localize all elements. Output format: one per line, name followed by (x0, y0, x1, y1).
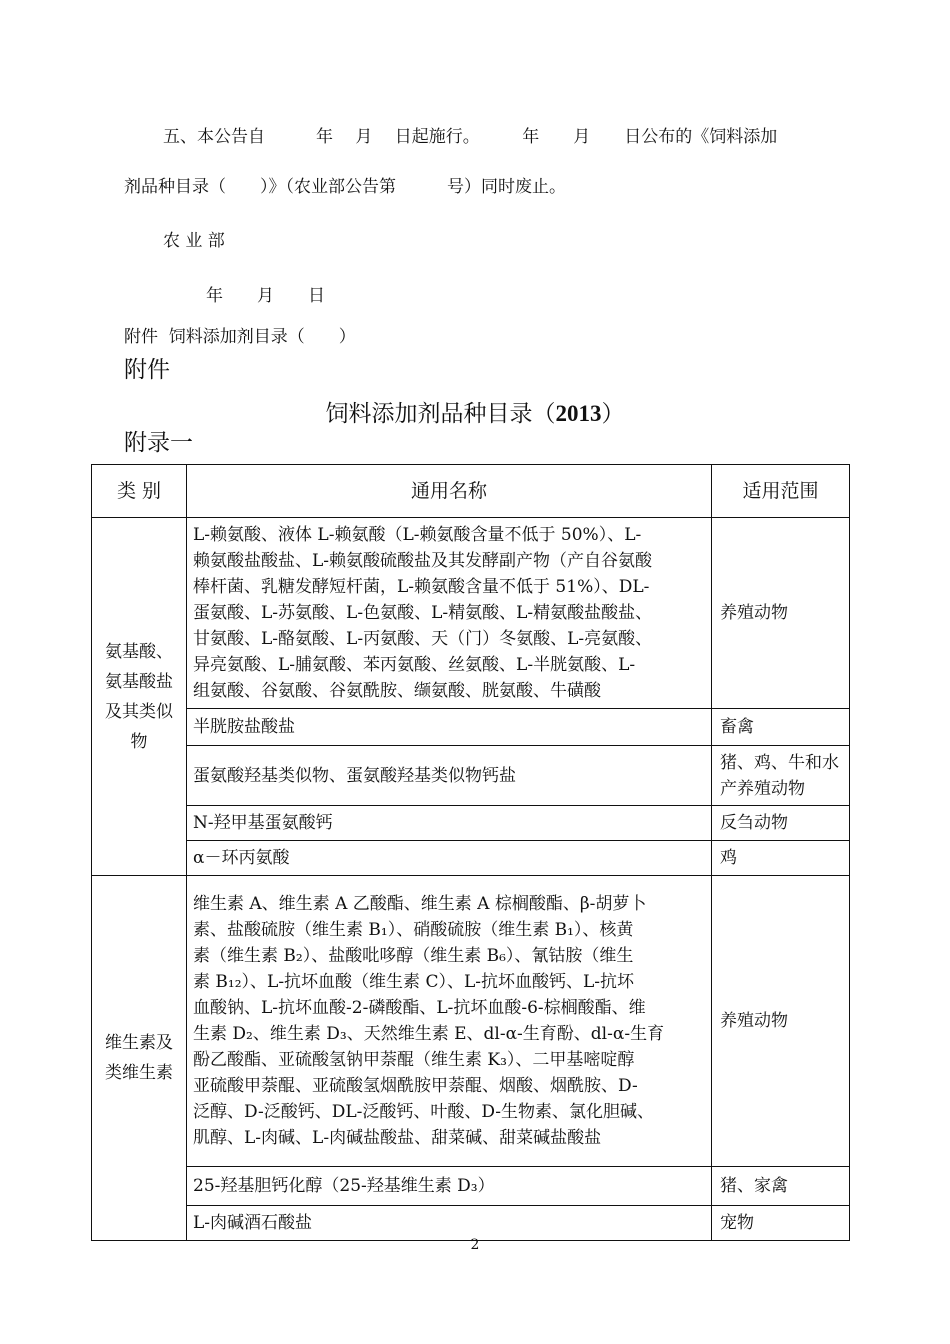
category-line: 氨基酸、 (105, 641, 173, 662)
common-name-line: 赖氨酸盐酸盐、L-赖氨酸硫酸盐及其发酵副产物（产自谷氨酸 (193, 551, 653, 571)
table-row (92, 1167, 850, 1206)
common-name-line: 血酸钠、L-抗坏血酸-2-磷酸酯、L-抗坏血酸-6-棕榈酸酯、维 (193, 998, 646, 1018)
common-name-line: N-羟甲基蛋氨酸钙 (193, 813, 333, 833)
catalog-title-year: 2013 (555, 401, 602, 426)
table-row (92, 806, 850, 841)
category-cell (92, 876, 187, 1241)
common-name-line: α－环丙氨酸 (193, 848, 290, 868)
common-name-line: L-肉碱酒石酸盐 (193, 1213, 313, 1233)
signature-date: 年 月 日 (206, 286, 325, 306)
category-line: 氨基酸盐 (105, 671, 173, 692)
common-name-line: 生素 D₂、维生素 D₃、天然维生素 E、dl-α-生育酚、dl-α-生育 (193, 1024, 665, 1044)
common-name-line: 组氨酸、谷氨酸、谷氨酰胺、缬氨酸、胱氨酸、牛磺酸 (193, 681, 601, 701)
common-name-cell (187, 806, 712, 841)
table-row (92, 1206, 850, 1241)
common-name-line: 甘氨酸、L-酪氨酸、L-丙氨酸、天（门）冬氨酸、L-亮氨酸、 (193, 629, 653, 649)
scope-cell: 养殖动物 (712, 876, 850, 1167)
common-name-line: 棒杆菌、乳糖发酵短杆菌，L-赖氨酸含量不低于 51%）、DL- (193, 577, 650, 597)
common-name-line: 酚乙酸酯、亚硫酸氢钠甲萘醌（维生素 K₃）、二甲基嘧啶醇 (193, 1050, 635, 1070)
scope-cell: 反刍动物 (712, 806, 850, 841)
scope-cell: 畜禽 (712, 709, 850, 746)
catalog-table (91, 464, 850, 1241)
common-name-cell (187, 841, 712, 876)
signature: 农 业 部 (163, 231, 225, 251)
catalog-body (92, 518, 850, 1241)
table-row (92, 518, 850, 709)
common-name-line: 蛋氨酸羟基类似物、蛋氨酸羟基类似物钙盐 (193, 765, 516, 786)
common-name-line: 素（维生素 B₂）、盐酸吡哆醇（维生素 B₆）、氰钴胺（维生 (193, 946, 634, 966)
category-line: 类维生素 (105, 1063, 173, 1083)
common-name-cell (187, 709, 712, 746)
attachment-label: 附件 (124, 357, 170, 383)
common-name-cell (187, 1167, 712, 1206)
notice-line-1: 五、本公告自 年 月 日起施行。 年 月 日公布的《饲料添加 (163, 127, 778, 147)
common-name-line: 肌醇、L-肉碱、L-肉碱盐酸盐、甜菜碱、甜菜碱盐酸盐 (193, 1128, 602, 1148)
table-row (92, 709, 850, 746)
common-name-line: 蛋氨酸、L-苏氨酸、L-色氨酸、L-精氨酸、L-精氨酸盐酸盐、 (193, 603, 653, 623)
table-row (92, 746, 850, 806)
category-line: 及其类似 (105, 701, 173, 722)
notice-line-2: 剂品种目录（ ）》（农业部公告第 号）同时废止。 (124, 177, 566, 197)
common-name-line: 素 B₁₂）、L-抗坏血酸（维生素 C）、L-抗坏血酸钙、L-抗坏 (193, 972, 635, 992)
header-scope: 适用范围 (712, 465, 850, 518)
scope-cell: 猪、家禽 (712, 1167, 850, 1206)
common-name-line: 维生素 A、维生素 A 乙酸酯、维生素 A 棕榈酸酯、β-胡萝卜 (193, 894, 647, 914)
scope-cell: 鸡 (712, 841, 850, 876)
header-category: 类 别 (92, 465, 187, 518)
appendix-label: 附录一 (124, 430, 193, 456)
common-name-line: 亚硫酸甲萘醌、亚硫酸氢烟酰胺甲萘醌、烟酸、烟酰胺、D- (193, 1076, 638, 1096)
page-number: 2 (470, 1237, 480, 1253)
catalog-title-suffix: ） (601, 401, 625, 427)
scope-cell: 养殖动物 (712, 518, 850, 709)
table-row (92, 876, 850, 1167)
common-name-line: 半胱胺盐酸盐 (193, 717, 295, 737)
category-line: 维生素及 (105, 1033, 173, 1053)
scope-cell: 猪、鸡、牛和水产养殖动物 (712, 746, 850, 806)
common-name-line: 25-羟基胆钙化醇（25-羟基维生素 D₃） (193, 1176, 495, 1196)
catalog-title-prefix: 饲料添加剂品种目录（ (325, 401, 556, 427)
category-line: 物 (130, 731, 148, 752)
header-common-name: 通用名称 (187, 465, 712, 518)
attachment-note: 附件 饲料添加剂目录（ ） (124, 327, 356, 347)
common-name-line: 异亮氨酸、L-脯氨酸、苯丙氨酸、丝氨酸、L-半胱氨酸、L- (193, 655, 636, 675)
table-header-row (92, 465, 850, 518)
common-name-line: L-赖氨酸、液体 L-赖氨酸（L-赖氨酸含量不低于 50%）、L- (193, 525, 642, 545)
category-cell (92, 518, 187, 876)
common-name-line: 素、盐酸硫胺（维生素 B₁）、硝酸硫胺（维生素 B₁）、核黄 (193, 920, 634, 940)
catalog-title (0, 402, 950, 426)
common-name-line: 泛醇、D-泛酸钙、DL-泛酸钙、叶酸、D-生物素、氯化胆碱、 (193, 1102, 655, 1122)
common-name-cell (187, 1206, 712, 1241)
table-row (92, 841, 850, 876)
common-name-cell (187, 876, 712, 1167)
common-name-cell (187, 746, 712, 806)
common-name-cell (187, 518, 712, 709)
scope-cell: 宠物 (712, 1206, 850, 1241)
